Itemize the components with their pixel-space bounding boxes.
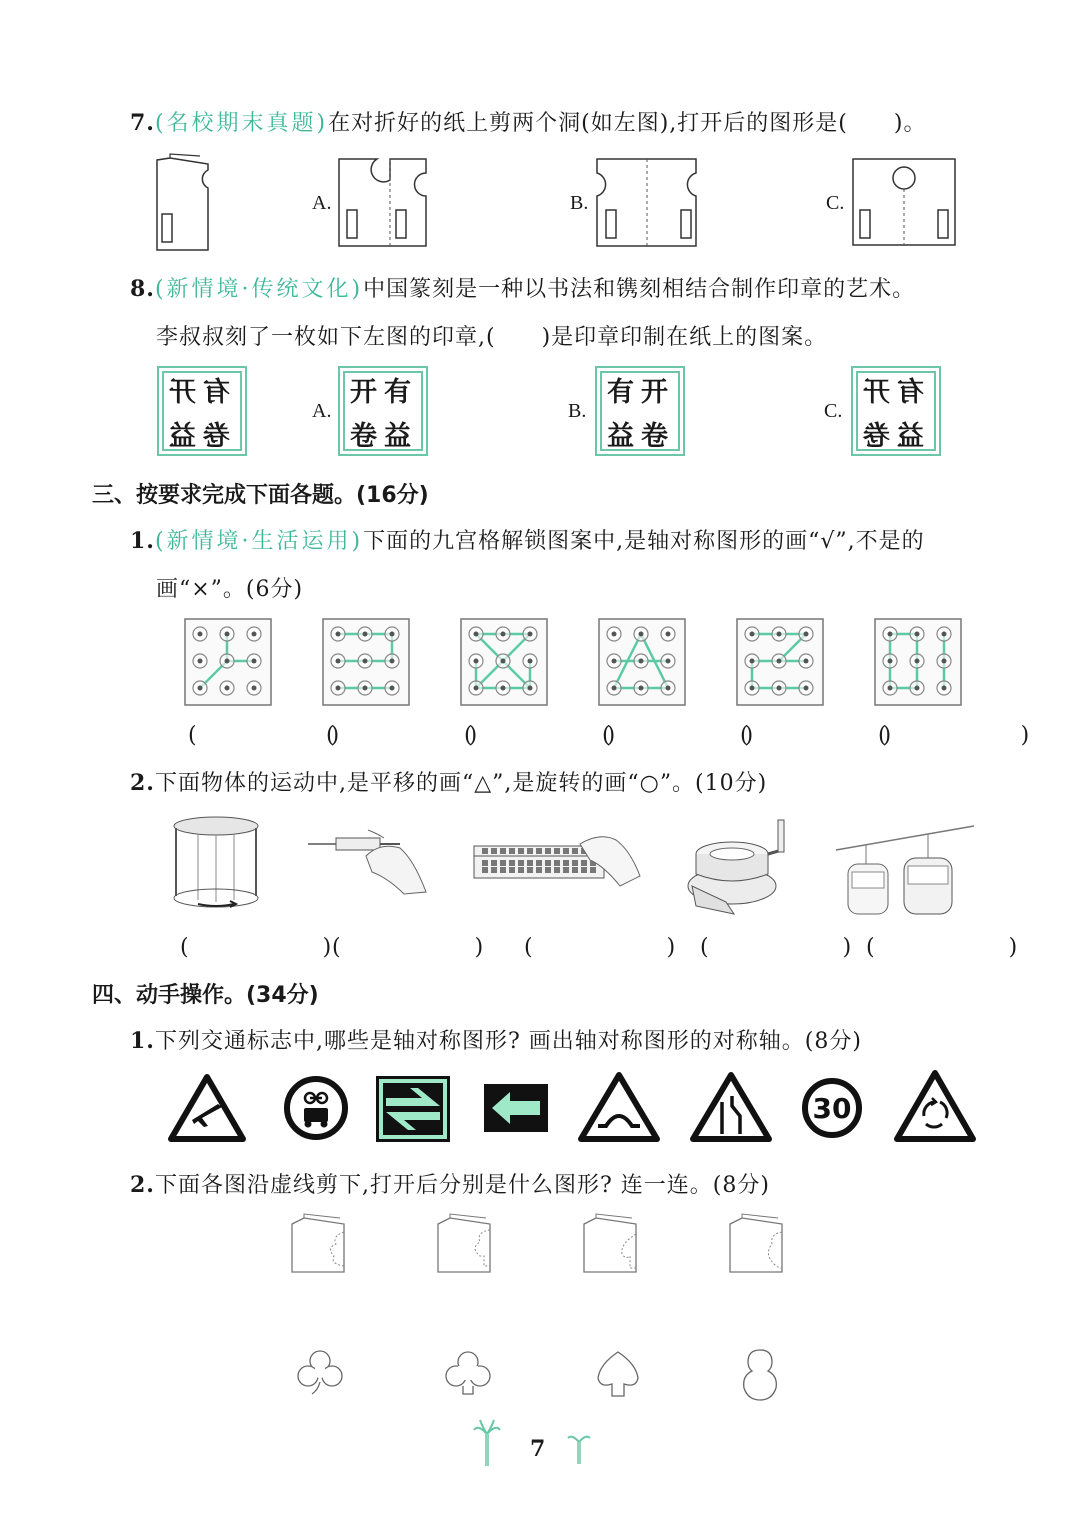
seal-char: 益	[384, 421, 411, 452]
abacus-bead	[509, 867, 515, 873]
abacus-bead	[581, 860, 587, 866]
club-shape[interactable]	[442, 1348, 494, 1398]
s4-q1-line	[130, 1024, 862, 1055]
unlock-dot-center	[252, 632, 257, 637]
s3-q1-number: 1.	[130, 528, 155, 554]
abacus-bead	[554, 860, 560, 866]
s4-q2-number: 2.	[130, 1172, 155, 1198]
unlock-dot-center	[750, 632, 755, 637]
abacus-bead	[554, 867, 560, 873]
unlock-dot-center	[528, 632, 533, 637]
unlock-pattern-grid	[322, 618, 410, 706]
unlock-dot-center	[612, 686, 617, 691]
unlock-dot-center	[390, 686, 395, 691]
q7-number: 7.	[130, 110, 155, 136]
unlock-pattern-grid	[184, 618, 272, 706]
abacus-bead	[491, 860, 497, 866]
road-narrows-sign[interactable]	[690, 1072, 772, 1142]
abacus-bead	[527, 867, 533, 873]
abacus-bead	[482, 860, 488, 866]
abacus-bead	[527, 860, 533, 866]
q8-number: 8.	[130, 276, 155, 302]
q7-option-c-figure[interactable]	[852, 158, 958, 248]
seal-char: 开	[350, 377, 377, 408]
q8-text: 中国篆刻是一种以书法和镌刻相结合制作印章的艺术。	[363, 277, 916, 302]
unlock-dot-center	[252, 659, 257, 664]
abacus-bead	[590, 867, 596, 873]
airport-warning-sign[interactable]	[168, 1074, 246, 1142]
cable-car-picture	[836, 824, 976, 920]
folded-paper-spade-cut[interactable]	[580, 1214, 640, 1274]
q7-option-a-figure[interactable]	[338, 158, 444, 248]
seal-char: 有	[384, 377, 411, 408]
q8-seal-original	[157, 366, 247, 456]
abacus-bead	[554, 848, 560, 854]
q7-text: 在对折好的纸上剪两个洞(如左图),打开后的图形是( )。	[328, 111, 927, 136]
s3-q2-number: 2.	[130, 770, 155, 796]
abacus-bead	[545, 848, 551, 854]
answer-blank[interactable]: ( )	[332, 935, 514, 960]
q8-line-1	[130, 272, 915, 303]
s3-q1-text: 下面的九宫格解锁图案中,是轴对称图形的画“√”,不是的	[363, 529, 925, 554]
answer-blank[interactable]: ( )	[188, 723, 370, 748]
unlock-dot-center	[363, 686, 368, 691]
q8-option-c-label: C.	[824, 400, 843, 422]
abacus-bead	[563, 860, 569, 866]
seal-char: 益	[169, 421, 196, 452]
abacus-bead	[500, 867, 506, 873]
unlock-dot-center	[804, 686, 809, 691]
answer-blank[interactable]: ( )	[878, 723, 1060, 748]
unlock-dot-center	[474, 632, 479, 637]
answer-blank[interactable]: ( )	[180, 935, 362, 960]
q8-tag: (新情境·传统文化)	[154, 277, 364, 302]
unlock-dot-center	[501, 686, 506, 691]
s3-q2-line	[130, 766, 767, 797]
seal-char: 卷	[203, 421, 230, 452]
seal-char: 益	[897, 421, 924, 452]
unlock-pattern-grid	[874, 618, 962, 706]
folded-paper-clover-cut[interactable]	[288, 1214, 348, 1274]
abacus-bead	[482, 867, 488, 873]
unlock-dot-center	[942, 659, 947, 664]
q8-seal-option-a[interactable]	[338, 366, 428, 456]
folded-paper-gourd-cut[interactable]	[726, 1214, 786, 1274]
seal-char: 益	[607, 421, 634, 452]
abacus-bead	[527, 848, 533, 854]
s4-q2-line	[130, 1168, 770, 1199]
unlock-dot-center	[336, 632, 341, 637]
q7-option-b-figure[interactable]	[596, 158, 702, 248]
unlock-dot-center	[390, 632, 395, 637]
unlock-dot-center	[777, 686, 782, 691]
speed-limit-value: 30	[812, 1092, 852, 1125]
syringe-picture	[308, 822, 432, 902]
spade-shape[interactable]	[592, 1350, 644, 1400]
abacus-bead	[491, 867, 497, 873]
answer-blank[interactable]: ( )	[866, 935, 1048, 960]
unlock-dot-center	[390, 659, 395, 664]
q7-tag: (名校期末真题)	[154, 111, 329, 136]
unlock-dot-center	[888, 686, 893, 691]
unlock-dot-center	[915, 686, 920, 691]
unlock-pattern-grid	[460, 618, 548, 706]
unlock-dot-center	[777, 659, 782, 664]
unlock-pattern-grid	[598, 618, 686, 706]
seal-char: 开	[863, 377, 890, 408]
q7-option-c-label: C.	[826, 192, 845, 214]
unlock-pattern-grid	[736, 618, 824, 706]
unlock-dot-center	[474, 659, 479, 664]
seal-char: 卷	[350, 421, 377, 452]
abacus-bead	[509, 848, 515, 854]
abacus-bead	[500, 848, 506, 854]
abacus-bead	[563, 867, 569, 873]
palm-tree-icon	[474, 1420, 500, 1468]
abacus-bead	[509, 860, 515, 866]
abacus-bead	[491, 848, 497, 854]
s4-q2-text: 下面各图沿虚线剪下,打开后分别是什么图形? 连一连。(8分)	[154, 1173, 770, 1198]
page-number: 7	[530, 1436, 546, 1462]
abacus-picture	[470, 826, 640, 896]
unlock-dot-center	[804, 632, 809, 637]
unlock-dot-center	[501, 632, 506, 637]
answer-blank[interactable]: ( )	[464, 723, 646, 748]
abacus-bead	[518, 867, 524, 873]
q8-option-b-label: B.	[568, 400, 587, 422]
unlock-dot-center	[612, 632, 617, 637]
unlock-dot-center	[666, 659, 671, 664]
q7-option-a-label: A.	[312, 192, 332, 214]
q8-line-2: 李叔叔刻了一枚如下左图的印章,( )是印章印制在纸上的图案。	[156, 325, 828, 350]
answer-blank[interactable]: ( )	[700, 935, 882, 960]
q7-folded-paper-figure	[150, 152, 220, 256]
abacus-bead	[536, 848, 542, 854]
abacus-bead	[482, 848, 488, 854]
q8-option-a-label: A.	[312, 400, 332, 422]
seal-char: 开	[641, 377, 668, 408]
abacus-bead	[518, 848, 524, 854]
seal-char: 卷	[863, 421, 890, 452]
unlock-dot-center	[198, 659, 203, 664]
unlock-dot-center	[777, 632, 782, 637]
q8-seal-option-c[interactable]	[851, 366, 941, 456]
seal-char: 有	[203, 377, 230, 408]
unlock-dot-center	[225, 686, 230, 691]
abacus-bead	[518, 860, 524, 866]
s3-q1-line-1	[130, 524, 925, 555]
unlock-dot-center	[363, 632, 368, 637]
unlock-dot-center	[888, 659, 893, 664]
folded-paper-club-cut[interactable]	[434, 1214, 494, 1274]
unlock-dot-center	[639, 632, 644, 637]
s3-q1-tag: (新情境·生活运用)	[154, 529, 364, 554]
abacus-bead	[545, 860, 551, 866]
unlock-dot-center	[666, 632, 671, 637]
abacus-bead	[572, 867, 578, 873]
railway-sign[interactable]	[376, 1076, 450, 1142]
abacus-bead	[563, 848, 569, 854]
unlock-dot-center	[198, 632, 203, 637]
s3-q2-text: 下面物体的运动中,是平移的画“△”,是旋转的画“○”。(10分)	[154, 771, 768, 796]
abacus-bead	[581, 867, 587, 873]
abacus-bead	[536, 860, 542, 866]
unlock-dot-center	[225, 659, 230, 664]
unlock-dot-center	[804, 659, 809, 664]
section-3-title: 三、按要求完成下面各题。(16分)	[92, 483, 429, 508]
seal-char: 卷	[641, 421, 668, 452]
unlock-dot-center	[666, 686, 671, 691]
unlock-dot-center	[252, 686, 257, 691]
unlock-dot-center	[639, 659, 644, 664]
seal-char: 有	[607, 377, 634, 408]
q7-line	[130, 106, 926, 137]
unlock-dot-center	[501, 659, 506, 664]
answer-blank[interactable]: ( )	[524, 935, 706, 960]
millstone-picture	[682, 816, 794, 916]
unlock-dot-center	[198, 686, 203, 691]
clover-shape[interactable]	[290, 1348, 350, 1398]
unlock-dot-center	[363, 659, 368, 664]
unlock-dot-center	[528, 686, 533, 691]
q7-option-b-label: B.	[570, 192, 589, 214]
s3-q1-line-2: 画“×”。(6分)	[156, 577, 304, 602]
unlock-dot-center	[639, 686, 644, 691]
unlock-dot-center	[336, 659, 341, 664]
revolving-door-picture	[168, 812, 268, 912]
roundabout-sign[interactable]	[894, 1070, 976, 1142]
palm-tree-icon	[568, 1432, 590, 1466]
unlock-dot-center	[225, 632, 230, 637]
unlock-dot-center	[336, 686, 341, 691]
left-arrow-sign[interactable]	[484, 1084, 548, 1132]
seal-char: 开	[169, 377, 196, 408]
abacus-bead	[572, 848, 578, 854]
unlock-dot-center	[528, 659, 533, 664]
unlock-dot-center	[942, 632, 947, 637]
hump-bridge-sign[interactable]	[578, 1072, 660, 1142]
abacus-bead	[572, 860, 578, 866]
unlock-dot-center	[888, 632, 893, 637]
s4-q1-text: 下列交通标志中,哪些是轴对称图形? 画出轴对称图形的对称轴。(8分)	[154, 1029, 862, 1054]
unlock-dot-center	[942, 686, 947, 691]
answer-blank[interactable]: ( )	[326, 723, 508, 748]
s4-q1-number: 1.	[130, 1028, 155, 1054]
section-4-title: 四、动手操作。(34分)	[92, 983, 319, 1008]
abacus-bead	[500, 860, 506, 866]
no-motor-vehicles-sign[interactable]	[282, 1074, 350, 1142]
unlock-dot-center	[915, 659, 920, 664]
seal-char: 有	[897, 377, 924, 408]
unlock-dot-center	[750, 686, 755, 691]
unlock-dot-center	[750, 659, 755, 664]
gourd-shape[interactable]	[738, 1346, 782, 1402]
unlock-dot-center	[612, 659, 617, 664]
speed-limit-30-sign[interactable]	[800, 1076, 864, 1140]
unlock-dot-center	[915, 632, 920, 637]
abacus-bead	[545, 867, 551, 873]
q8-seal-option-b[interactable]	[595, 366, 685, 456]
answer-blank[interactable]: ( )	[740, 723, 922, 748]
answer-blank[interactable]: ( )	[602, 723, 784, 748]
abacus-bead	[536, 867, 542, 873]
unlock-dot-center	[474, 686, 479, 691]
